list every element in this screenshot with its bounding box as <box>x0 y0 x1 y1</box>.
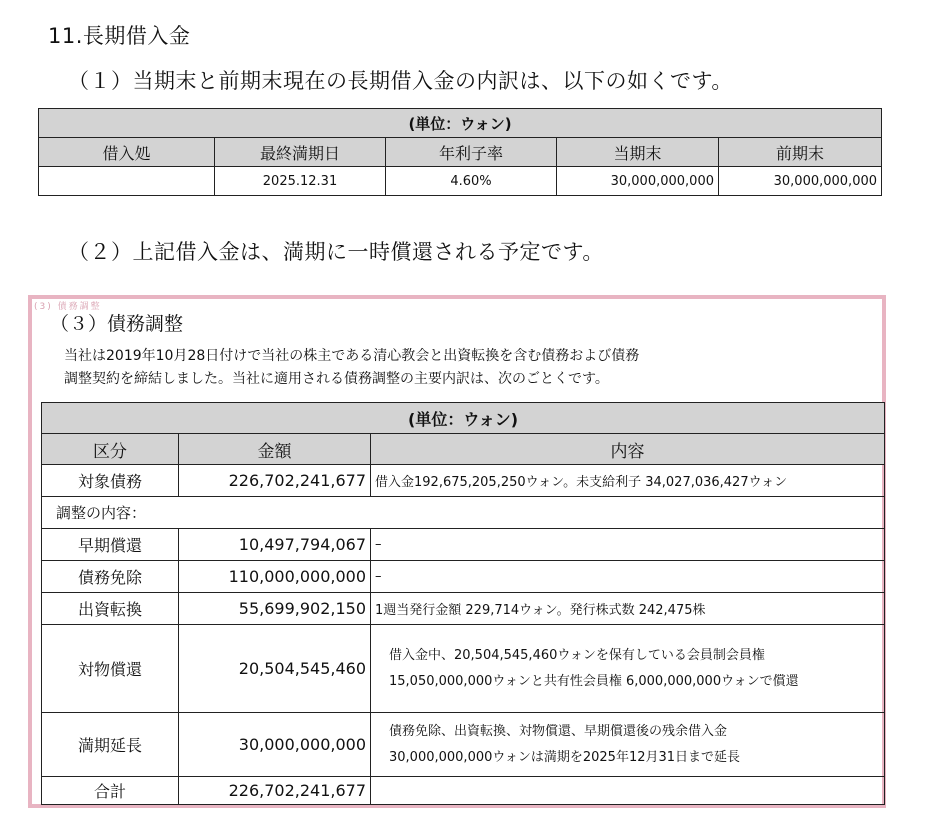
row-substitute-detail-1: 借入金中、20,504,545,460ウォンを保有している会員制会員権 <box>389 647 765 663</box>
row-extension-amount: 30,000,000,000 <box>179 713 371 777</box>
debt-title: （３）債務調整 <box>50 313 184 335</box>
loan-table <box>38 108 882 196</box>
header-detail: 内容 <box>371 434 885 465</box>
row-extension-detail-1: 債務免除、出資転換、対物償還、早期償還後の残余借入金 <box>389 723 728 739</box>
row-substitute-amount: 20,504,545,460 <box>179 625 371 713</box>
debt-adjustment-box <box>28 295 886 808</box>
row-target-amount: 226,702,241,677 <box>179 465 371 497</box>
row-total-amount: 226,702,241,677 <box>179 777 371 805</box>
row-total-detail <box>371 777 885 805</box>
section-title: 11.長期借入金 <box>48 24 191 48</box>
debt-desc-line-2: 調整契約を締結しました。当社に適用される債務調整の主要内訳は、次のごとくです。 <box>64 371 609 387</box>
paragraph-1: （１）当期末と前期末現在の長期借入金の内訳は、以下の如くです。 <box>68 69 733 93</box>
header-maturity: 最終満期日 <box>215 138 386 167</box>
cell-previous: 30,000,000,000 <box>719 167 882 196</box>
header-current: 当期末 <box>557 138 719 167</box>
row-early-detail: – <box>371 529 885 561</box>
debt-description <box>64 345 639 391</box>
cell-rate: 4.60% <box>386 167 557 196</box>
row-conversion-detail: 1週当発行金額 229,714ウォン。発行株式数 242,475株 <box>371 593 885 625</box>
row-waiver-detail: – <box>371 561 885 593</box>
paragraph-2: （２）上記借入金は、満期に一時償還される予定です。 <box>68 240 604 264</box>
cell-lender <box>39 167 215 196</box>
row-substitute-detail-2: 15,050,000,000ウォンと共有性会員権 6,000,000,000ウォンで償還 <box>389 673 799 689</box>
row-conversion-amount: 55,699,902,150 <box>179 593 371 625</box>
row-waiver-label: 債務免除 <box>42 561 179 593</box>
header-rate: 年利子率 <box>386 138 557 167</box>
row-early-amount: 10,497,794,067 <box>179 529 371 561</box>
row-target-label: 対象債務 <box>42 465 179 497</box>
debt-table-unit: (単位：ウォン) <box>42 403 885 434</box>
row-waiver-amount: 110,000,000,000 <box>179 561 371 593</box>
row-substitute-label: 対物償還 <box>42 625 179 713</box>
row-total-label: 合計 <box>42 777 179 805</box>
header-category: 区分 <box>42 434 179 465</box>
row-extension-detail <box>371 713 885 777</box>
row-target-detail: 借入金192,675,205,250ウォン。未支給利子 34,027,036,427ウォン <box>371 465 885 497</box>
header-previous: 前期末 <box>719 138 882 167</box>
cell-maturity: 2025.12.31 <box>215 167 386 196</box>
loan-table-unit: (単位：ウォン) <box>39 109 882 138</box>
cell-current: 30,000,000,000 <box>557 167 719 196</box>
header-amount: 金額 <box>179 434 371 465</box>
row-early-label: 早期償還 <box>42 529 179 561</box>
row-substitute-detail <box>371 625 885 713</box>
row-extension-label: 満期延長 <box>42 713 179 777</box>
ghost-heading: (3) 債務調整 <box>34 302 102 312</box>
row-extension-detail-2: 30,000,000,000ウォンは満期を2025年12月31日まで延長 <box>389 749 741 765</box>
adjust-label: 調整の内容： <box>42 497 885 529</box>
debt-desc-line-1: 当社は2019年10月28日付けで当社の株主である清心教会と出資転換を含む債務および債務 <box>64 348 640 364</box>
debt-table <box>41 402 885 805</box>
row-conversion-label: 出資転換 <box>42 593 179 625</box>
header-lender: 借入処 <box>39 138 215 167</box>
